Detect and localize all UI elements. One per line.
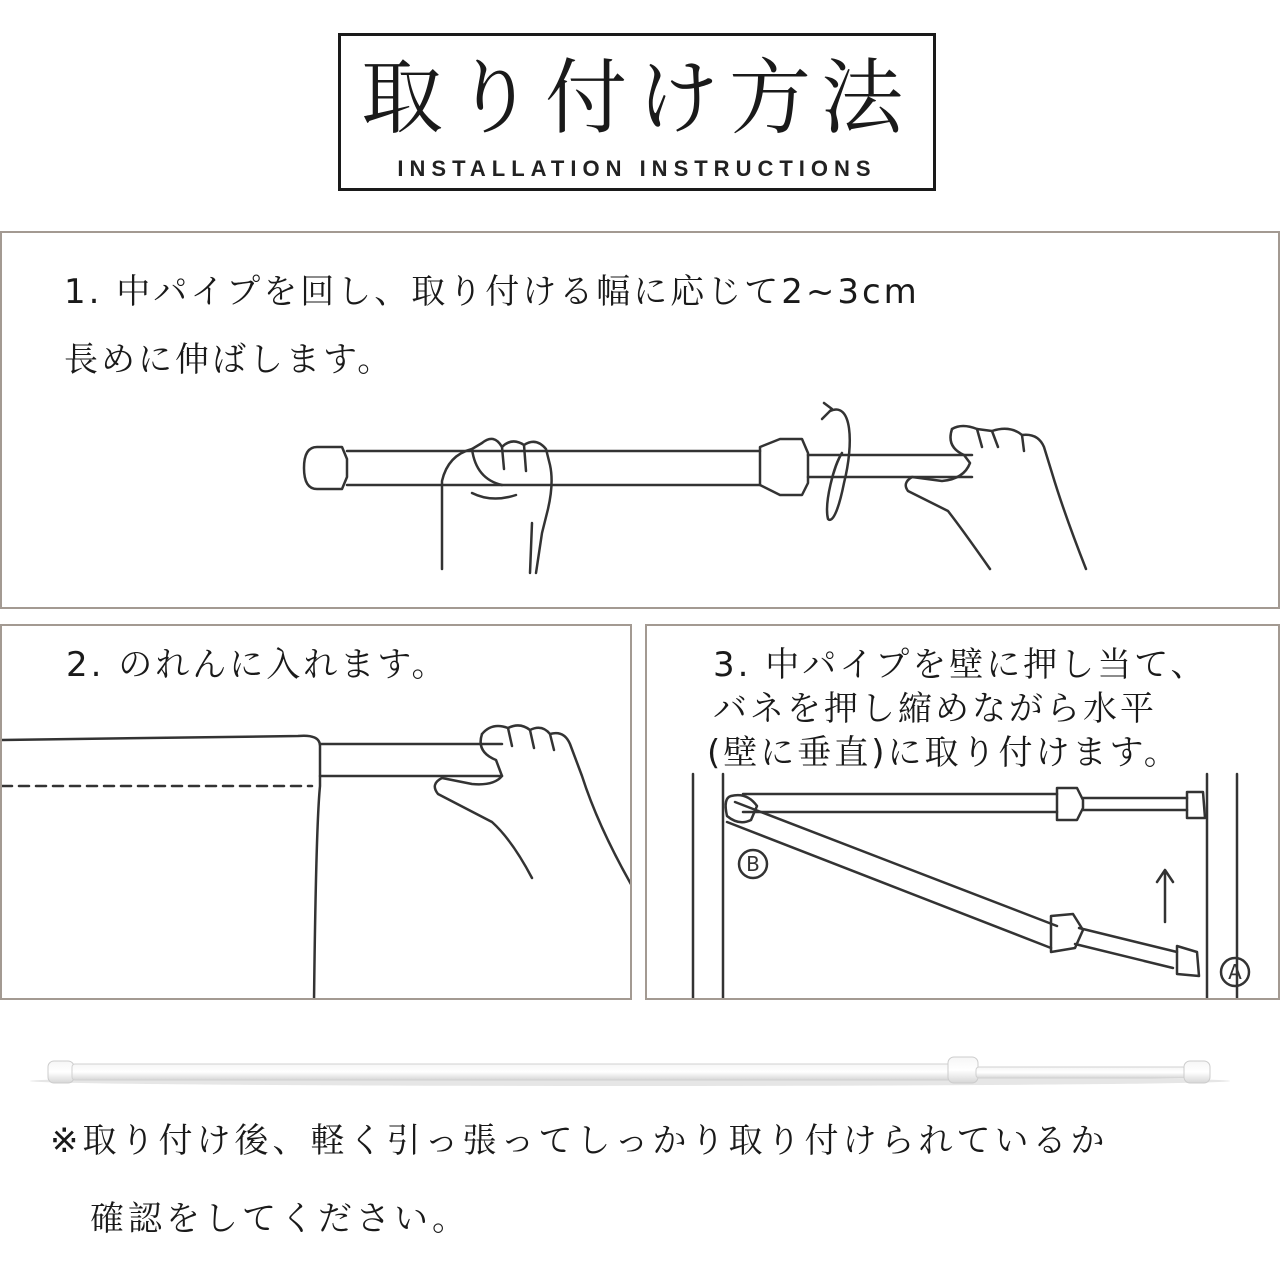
page-title: 取り付け方法 [360, 51, 913, 146]
curtain [2, 736, 320, 1000]
rod-end-cap [304, 447, 347, 489]
point-a-label: A [1228, 960, 1242, 984]
step-1-panel [0, 231, 1280, 609]
step-3-line-2: バネを押し縮めながら水平 [713, 689, 1157, 729]
arrow-head-icon [822, 403, 832, 419]
step-3-line-3: (壁に垂直)に取り付けます。 [707, 733, 1181, 773]
horizontal-rod [743, 794, 1057, 812]
hand-icon [482, 725, 632, 886]
step-1-line-1: 1. 中パイプを回し、取り付ける幅に応じて2~3cm [64, 272, 920, 312]
diagonal-cap [1177, 946, 1199, 976]
pipe-joint [760, 439, 808, 495]
step-2-panel [0, 624, 632, 1000]
rod [320, 744, 502, 776]
step-3-illustration [647, 626, 1280, 1000]
step-2-illustration [2, 626, 632, 1000]
product-rod-image [0, 1035, 1280, 1095]
up-arrow-icon [1157, 870, 1173, 922]
page-subtitle: INSTALLATION INSTRUCTIONS [397, 156, 877, 181]
outer-pipe [347, 451, 760, 485]
diagonal-rod [727, 802, 1057, 948]
right-hand-icon [952, 426, 1086, 569]
right-cap [1187, 792, 1205, 818]
rotate-arrow-icon [827, 410, 850, 520]
joint [1057, 788, 1083, 820]
note-line-2: 確認をしてください。 [90, 1199, 470, 1239]
step-1-illustration [2, 233, 1280, 609]
step-3-line-1: 3. 中パイプを壁に押し当て、 [713, 645, 1208, 685]
step-2-line-1: 2. のれんに入れます。 [66, 645, 449, 685]
step-1-line-2: 長めに伸ばします。 [64, 340, 395, 380]
step-3-panel [645, 624, 1280, 1000]
left-hand-icon [442, 439, 552, 573]
note-line-1: ※取り付け後、軽く引っ張ってしっかり取り付けられているか [50, 1121, 1109, 1161]
left-wall [693, 774, 723, 1000]
point-b-label: B [746, 852, 760, 876]
diagonal-joint [1051, 914, 1083, 952]
